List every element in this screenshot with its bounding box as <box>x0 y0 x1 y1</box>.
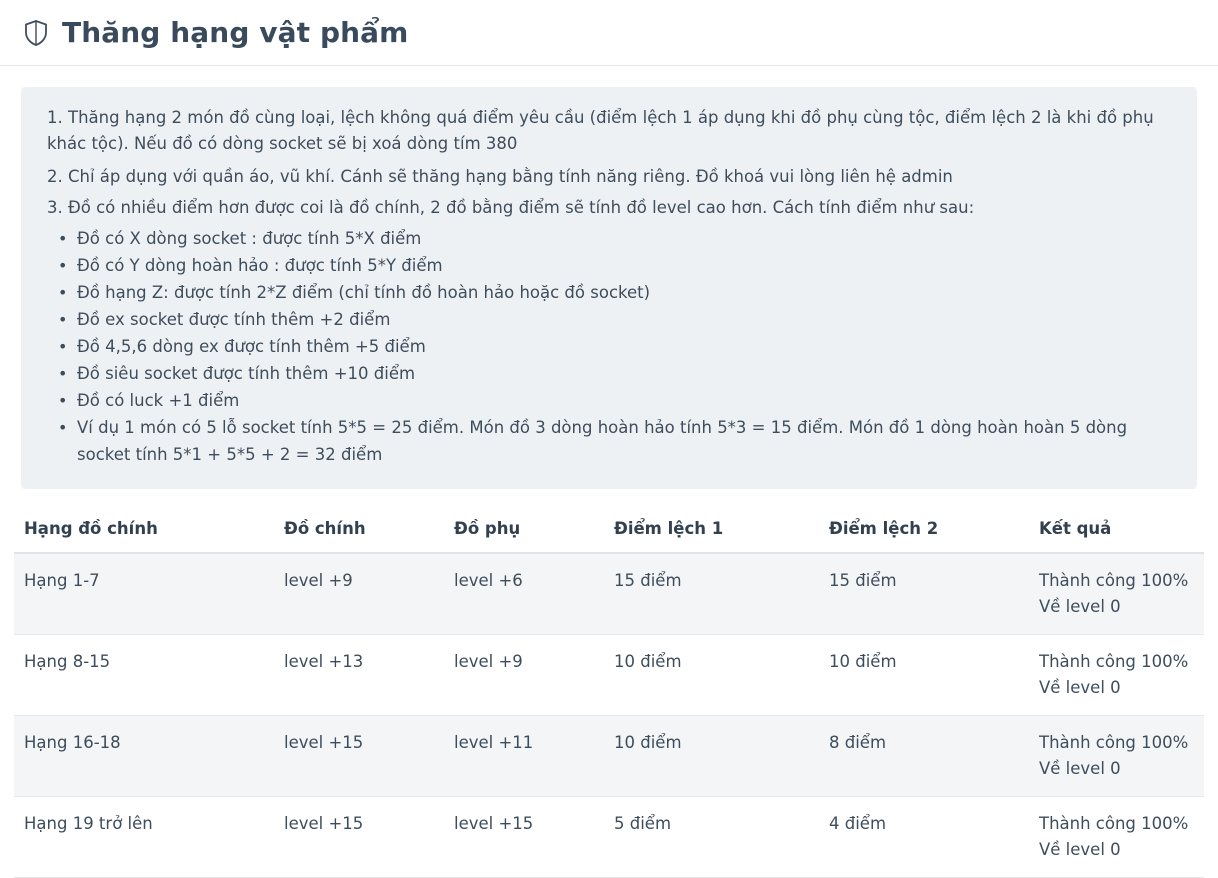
cell-sub-item: level +6 <box>444 553 604 635</box>
result-success: Thành công 100% <box>1039 732 1189 752</box>
column-header-sub-item: Đồ phụ <box>444 513 604 553</box>
cell-diff-1: 15 điểm <box>604 553 819 635</box>
cell-sub-item: level +11 <box>444 715 604 796</box>
rule-1: 1. Thăng hạng 2 món đồ cùng loại, lệch không quá điểm yêu cầu (điểm lệch 1 áp dụng khi đồ phụ cùng tộc, điểm lệch 2 là khi đồ phụ khác tộc). Nếu đồ có dòng socket sẽ bị xoá dòng tím 380 <box>47 108 1154 153</box>
cell-diff-2: 8 điểm <box>819 715 1029 796</box>
list-item: • Đồ 4,5,6 dòng ex được tính thêm +5 điểm <box>75 334 1171 361</box>
cell-diff-2: 15 điểm <box>819 553 1029 635</box>
cell-main-item: level +15 <box>274 715 444 796</box>
upgrade-rates-table <box>14 513 1204 878</box>
column-header-diff-1: Điểm lệch 1 <box>604 513 819 553</box>
list-item: • Ví dụ 1 món có 5 lỗ socket tính 5*5 = 25 điểm. Món đồ 3 dòng hoàn hảo tính 5*3 = 15 điểm. Món đồ 1 dòng hoàn hoàn 5 dòng socket tính 5*1 + 5*5 + 2 = 32 điểm <box>75 415 1171 468</box>
cell-main-item: level +9 <box>274 553 444 635</box>
list-item: • Đồ ex socket được tính thêm +2 điểm <box>75 307 1171 334</box>
cell-diff-2: 10 điểm <box>819 634 1029 715</box>
table-header-row <box>14 513 1204 553</box>
cell-rank: Hạng 19 trở lên <box>14 796 274 877</box>
result-success: Thành công 100% <box>1039 651 1189 671</box>
shield-icon <box>22 18 50 48</box>
cell-diff-1: 10 điểm <box>604 715 819 796</box>
column-header-rank: Hạng đồ chính <box>14 513 274 553</box>
rule-3: 3. Đồ có nhiều điểm hơn được coi là đồ chính, 2 đồ bằng điểm sẽ tính đồ level cao hơn. Cách tính điểm như sau: <box>47 198 975 217</box>
column-header-result: Kết quả <box>1029 513 1204 553</box>
cell-diff-1: 10 điểm <box>604 634 819 715</box>
list-item: • Đồ có X dòng socket : được tính 5*X điểm <box>75 226 1171 253</box>
rules-panel <box>21 87 1197 489</box>
cell-rank: Hạng 8-15 <box>14 634 274 715</box>
column-header-diff-2: Điểm lệch 2 <box>819 513 1029 553</box>
list-item: • Đồ hạng Z: được tính 2*Z điểm (chỉ tính đồ hoàn hảo hoặc đồ socket) <box>75 280 1171 307</box>
result-fail: Về level 0 <box>1039 677 1121 697</box>
result-success: Thành công 100% <box>1039 570 1189 590</box>
cell-main-item: level +15 <box>274 796 444 877</box>
list-item: • Đồ có Y dòng hoàn hảo : được tính 5*Y điểm <box>75 253 1171 280</box>
result-success: Thành công 100% <box>1039 813 1189 833</box>
list-item: • Đồ siêu socket được tính thêm +10 điểm <box>75 361 1171 388</box>
cell-sub-item: level +15 <box>444 796 604 877</box>
result-fail: Về level 0 <box>1039 839 1121 859</box>
cell-diff-1: 5 điểm <box>604 796 819 877</box>
rule-2: 2. Chỉ áp dụng với quần áo, vũ khí. Cánh sẽ thăng hạng bằng tính năng riêng. Đồ khoá vui lòng liên hệ admin <box>47 167 953 186</box>
cell-result <box>1029 634 1204 715</box>
result-fail: Về level 0 <box>1039 758 1121 778</box>
table-row <box>14 715 1204 796</box>
cell-rank: Hạng 16-18 <box>14 715 274 796</box>
page-header <box>0 0 1218 66</box>
page-title: Thăng hạng vật phẩm <box>62 15 409 49</box>
table-row <box>14 796 1204 877</box>
cell-main-item: level +13 <box>274 634 444 715</box>
table-row <box>14 634 1204 715</box>
list-item: • Đồ có luck +1 điểm <box>75 388 1171 415</box>
table-body <box>14 553 1204 878</box>
cell-result <box>1029 796 1204 877</box>
cell-sub-item: level +9 <box>444 634 604 715</box>
table-row <box>14 553 1204 635</box>
rules-bullet-list <box>47 226 1171 468</box>
cell-rank: Hạng 1-7 <box>14 553 274 635</box>
result-fail: Về level 0 <box>1039 596 1121 616</box>
cell-result <box>1029 553 1204 635</box>
cell-diff-2: 4 điểm <box>819 796 1029 877</box>
cell-result <box>1029 715 1204 796</box>
column-header-main-item: Đồ chính <box>274 513 444 553</box>
table-header <box>14 513 1204 553</box>
